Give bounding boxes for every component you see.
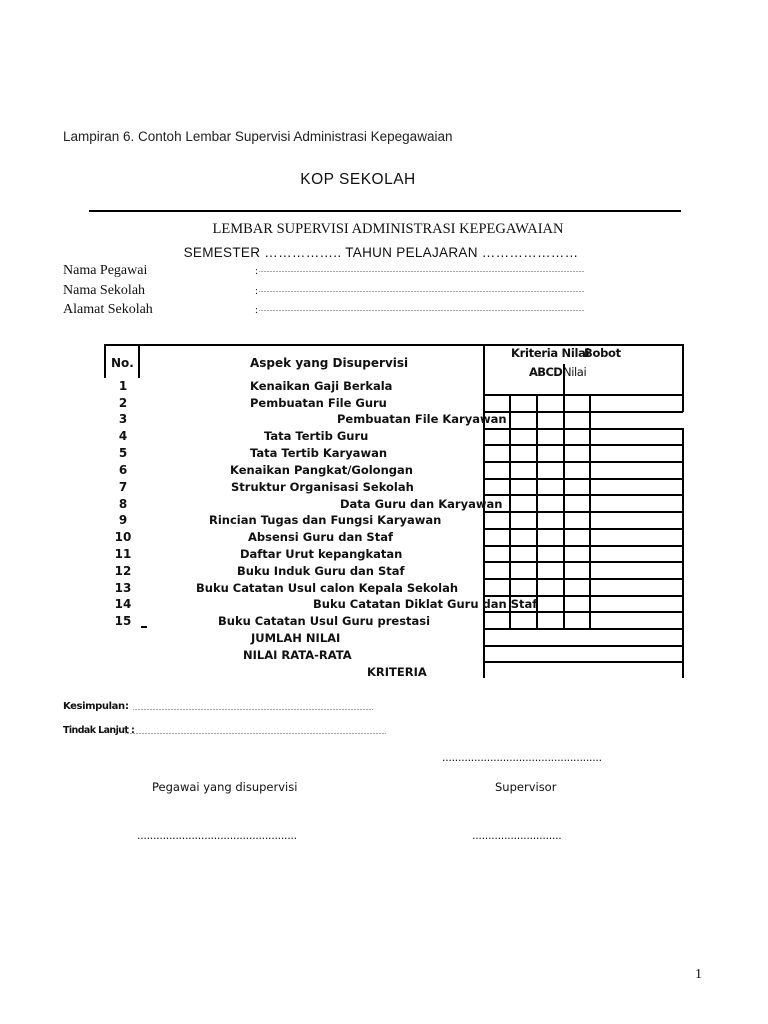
row-aspek: Tata Tertib Guru <box>264 429 369 443</box>
nilai-rata-rata: NILAI RATA-RATA <box>243 648 352 662</box>
page-number: 1 <box>695 967 702 982</box>
row-number: 2 <box>118 396 128 410</box>
fill-nama-pegawai[interactable]: ......................................................................................................................................................................................................................... <box>259 268 585 274</box>
colon: : <box>255 285 259 297</box>
row-aspek: Buku Catatan Usul Guru prestasi <box>218 614 431 628</box>
label-nama-pegawai: Nama Pegawai <box>63 263 148 278</box>
grid-line <box>483 428 683 430</box>
row-number: 8 <box>118 497 128 511</box>
stray-mark <box>141 626 147 628</box>
row-number: 5 <box>118 446 128 460</box>
table-right-border-top <box>682 344 684 412</box>
colon: : <box>255 304 259 316</box>
row-number: 12 <box>114 564 132 578</box>
row-aspek: Absensi Guru dan Staf <box>248 530 393 544</box>
semester-line: SEMESTER …………….. TAHUN PELAJARAN ………………… <box>183 245 579 260</box>
row-number: 1 <box>118 379 128 393</box>
grid-line <box>483 394 683 396</box>
grid-line <box>483 511 683 513</box>
row-number: 7 <box>118 480 128 494</box>
row-aspek: Pembuatan File Guru <box>250 396 387 410</box>
header-abcd: ABCD <box>529 365 563 379</box>
supervisor-label: Supervisor <box>495 780 557 794</box>
row-aspek: Buku Induk Guru dan Staf <box>237 564 405 578</box>
kop-sekolah: KOP SEKOLAH <box>300 171 416 188</box>
grid-line <box>483 528 683 530</box>
header-kriteria: Kriteria Nilai <box>511 346 590 360</box>
header-bobot: Bobot <box>584 346 621 360</box>
row-number: 6 <box>118 463 128 477</box>
row-number: 4 <box>118 429 128 443</box>
kesimpulan-fill[interactable]: ................................................................................................................................................................ <box>133 706 373 712</box>
row-number: 3 <box>118 412 128 426</box>
grid-line <box>483 444 683 446</box>
header-aspek: Aspek yang Disupervisi <box>250 356 409 370</box>
row-aspek: Kenaikan Gaji Berkala <box>250 379 393 393</box>
row-number: 10 <box>114 530 132 544</box>
row-number: 13 <box>114 581 132 595</box>
row-number: 14 <box>114 597 132 611</box>
header-nilai: Nilai <box>563 365 587 379</box>
no-column-divider <box>138 344 140 378</box>
row-aspek: Struktur Organisasi Sekolah <box>231 480 414 494</box>
grid-line <box>483 578 683 580</box>
tindak-lanjut-label: Tindak Lanjut : <box>63 725 135 736</box>
row-aspek: Daftar Urut kepangkatan <box>240 547 403 561</box>
date-line[interactable]: .................................................. <box>442 751 602 764</box>
fill-nama-sekolah[interactable]: ......................................................................................................................................................................................................................... <box>259 288 585 294</box>
grid-line <box>483 611 683 613</box>
grid-line <box>483 561 683 563</box>
form-title: LEMBAR SUPERVISI ADMINISTRASI KEPEGAWAIAN <box>212 221 564 237</box>
grid-line <box>483 478 683 480</box>
grid-line <box>483 645 683 647</box>
row-aspek: Tata Tertib Karyawan <box>250 446 388 460</box>
row-aspek: Kenaikan Pangkat/Golongan <box>230 463 413 477</box>
jumlah-nilai: JUMLAH NILAI <box>251 631 341 645</box>
label-alamat-sekolah: Alamat Sekolah <box>63 302 153 317</box>
row-number: 15 <box>114 614 132 628</box>
grid-line <box>483 661 683 663</box>
row-aspek: Rincian Tugas dan Fungsi Karyawan <box>209 513 442 527</box>
kesimpulan-colon: : <box>125 701 129 712</box>
supervisor-signature-line[interactable]: ............................ <box>472 829 562 842</box>
row-aspek: Buku Catatan Diklat Guru dan Staf <box>313 597 538 611</box>
lampiran-caption: Lampiran 6. Contoh Lembar Supervisi Administrasi Kepegawaian <box>63 129 453 144</box>
pegawai-signature-line[interactable]: .................................................. <box>137 829 297 842</box>
grid-line <box>483 461 683 463</box>
label-nama-sekolah: Nama Sekolah <box>63 283 146 298</box>
row-aspek: Pembuatan File Karyawan <box>337 412 507 426</box>
row-number: 11 <box>114 547 132 561</box>
row-aspek: Data Guru dan Karyawan <box>340 497 503 511</box>
header-no: No. <box>111 356 134 370</box>
colon: : <box>255 265 259 277</box>
row-aspek: Buku Catatan Usul calon Kepala Sekolah <box>196 581 459 595</box>
grid-line <box>483 411 683 413</box>
kriteria-row: KRITERIA <box>367 665 427 679</box>
row-number: 9 <box>118 513 128 527</box>
grid-line <box>483 545 683 547</box>
kesimpulan-label: Kesimpulan <box>63 701 125 712</box>
header-rule <box>89 210 681 212</box>
grid-divider-c <box>563 364 565 628</box>
tindak-lanjut-fill[interactable]: .............................................................................................................................................................................. <box>125 730 386 736</box>
table-right-border-bottom <box>682 428 684 678</box>
fill-alamat-sekolah[interactable]: ......................................................................................................................................................................................................................... <box>259 307 585 313</box>
grid-line <box>483 628 683 630</box>
table-left-border <box>104 344 106 378</box>
grid-line <box>483 494 683 496</box>
pegawai-label: Pegawai yang disupervisi <box>152 780 298 794</box>
